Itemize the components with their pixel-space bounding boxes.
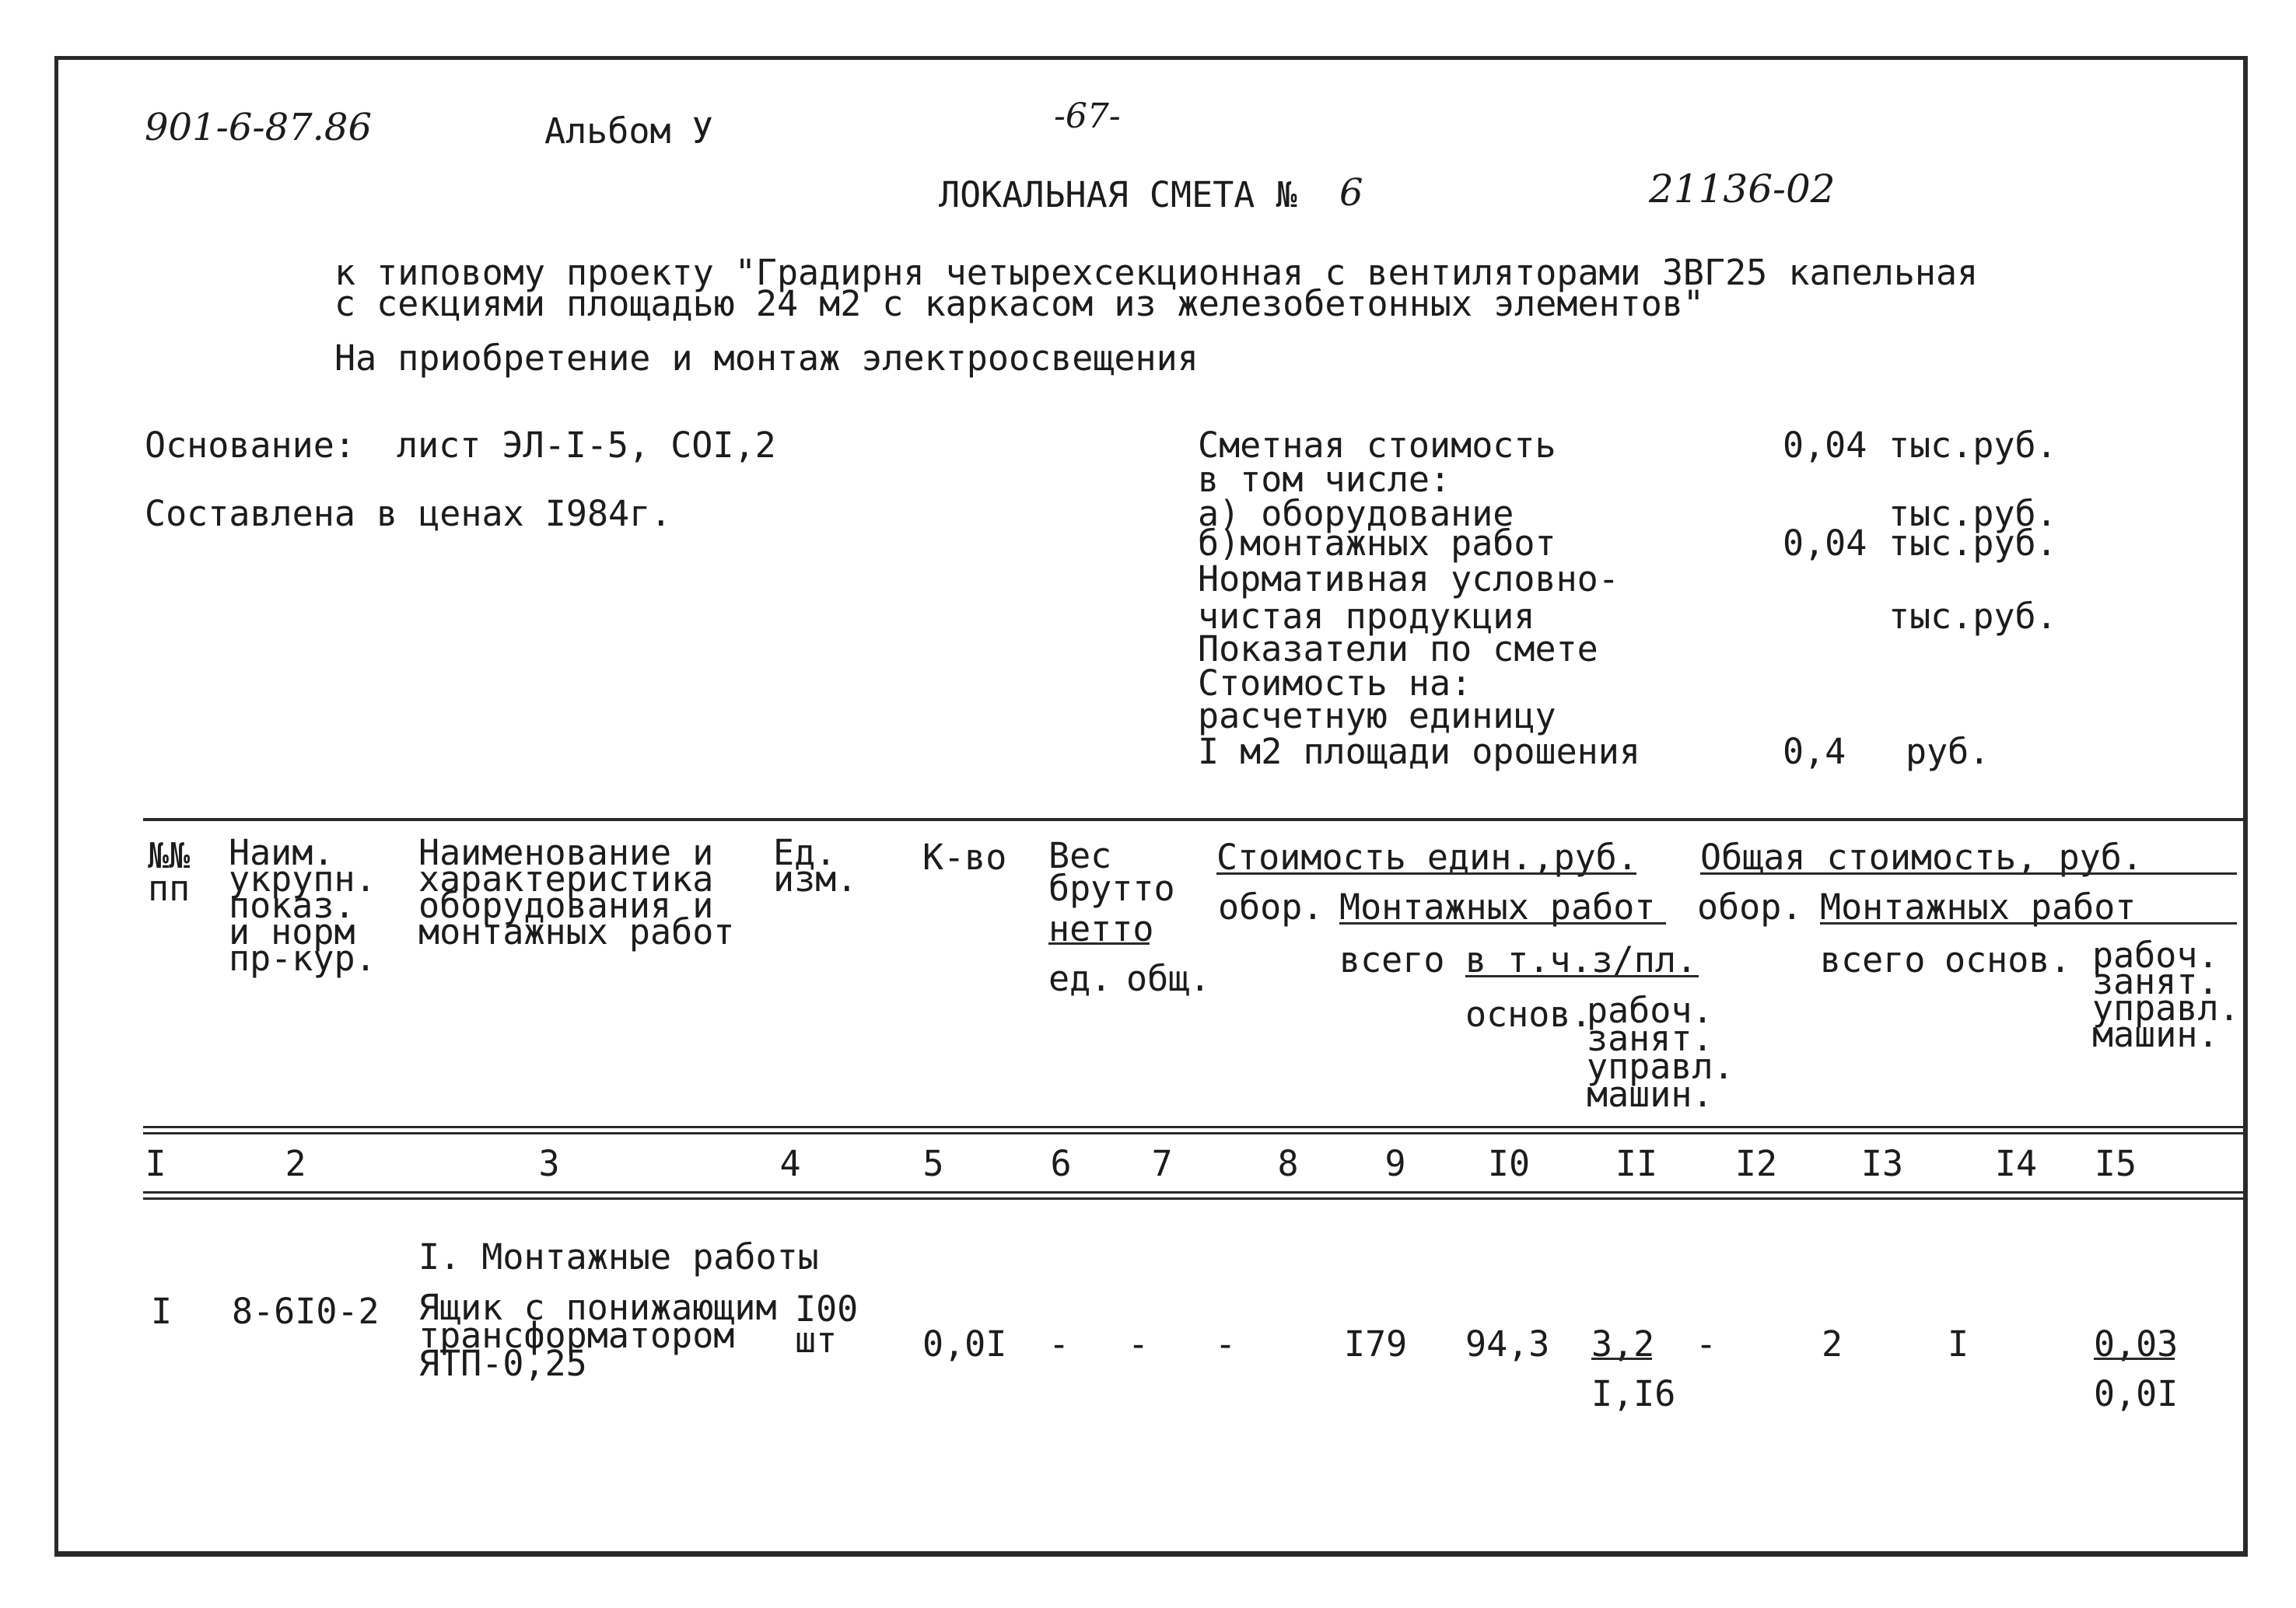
header-col-4: Ед. изм. bbox=[773, 832, 858, 900]
summary-unit: тыс.руб. bbox=[1888, 425, 2057, 466]
summary-unit: тыс.руб. bbox=[1888, 493, 2057, 534]
row-total-machine: 0,03 bbox=[2094, 1323, 2179, 1365]
numbers-bottom-rule bbox=[143, 1191, 2243, 1194]
summary-unit: руб. bbox=[1906, 731, 1990, 772]
header-bottom-rule-2 bbox=[143, 1132, 2243, 1134]
project-line-1: к типовому проекту "Градирня четырехсекционная с вентиляторами 3ВГ25 капельная bbox=[334, 252, 1979, 293]
header-col-14: основ. bbox=[1944, 939, 2071, 981]
row-total-base: I bbox=[1948, 1323, 1969, 1365]
column-number: 6 bbox=[1050, 1143, 1072, 1184]
prices-note: Составлена в ценах I984г. bbox=[145, 493, 672, 534]
header-col-10: основ. bbox=[1465, 994, 1592, 1035]
summary-label: Нормативная условно- bbox=[1198, 558, 1619, 600]
header-col-11: рабоч. занят. управл. машин. bbox=[1587, 990, 1734, 1115]
row-install-total: I79 bbox=[1344, 1323, 1408, 1365]
estimate-purpose: На приобретение и монтаж электроосвещения bbox=[334, 337, 1199, 379]
project-line-2: с секциями площадью 24 м2 с каркасом из железобетонных элементов" bbox=[334, 283, 1704, 324]
row-machine-wage-underline bbox=[1591, 1358, 1652, 1360]
row-code: 8-6I0-2 bbox=[232, 1291, 380, 1332]
basis-value: лист ЭЛ-I-5, COI,2 bbox=[397, 425, 776, 466]
table-top-rule bbox=[143, 818, 2243, 821]
total-cost-underline bbox=[1700, 872, 2237, 875]
header-col-15: рабоч. занят. управл. машин. bbox=[2092, 935, 2240, 1055]
column-number: 9 bbox=[1384, 1143, 1406, 1184]
summary-unit: тыс.руб. bbox=[1888, 523, 2057, 564]
stamp-code: 21136-02 bbox=[1649, 166, 1836, 211]
row-weight-unit: - bbox=[1048, 1323, 1070, 1365]
row-machine-wage: 3,2 bbox=[1591, 1323, 1655, 1365]
row-weight-total: - bbox=[1128, 1323, 1150, 1365]
column-number: 3 bbox=[538, 1143, 560, 1184]
header-col-2: Наим. укрупн. показ. и норм пр-кур. bbox=[229, 832, 376, 979]
row-total-machine-sub: 0,0I bbox=[2094, 1373, 2179, 1414]
header-weight-netto: нетто bbox=[1048, 908, 1154, 949]
column-number: I3 bbox=[1860, 1143, 1904, 1184]
row-quantity: 0,0I bbox=[922, 1323, 1007, 1365]
column-number: 7 bbox=[1151, 1143, 1173, 1184]
row-machine-wage-sub: I,I6 bbox=[1591, 1373, 1676, 1414]
row-number: I bbox=[151, 1291, 173, 1332]
estimate-number: 6 bbox=[1339, 171, 1363, 215]
column-number: I5 bbox=[2094, 1143, 2137, 1184]
col-13-15-underline bbox=[1820, 922, 2237, 925]
basis-label: Основание: bbox=[145, 425, 355, 466]
header-col-5: К-во bbox=[922, 837, 1007, 878]
row-unit: I00 шт bbox=[795, 1288, 859, 1361]
summary-label: чистая продукция bbox=[1198, 596, 1535, 637]
column-number: I bbox=[145, 1143, 166, 1184]
header-unit-cost: Стоимость един.,руб. bbox=[1216, 837, 1638, 878]
project-code: 901-6-87.86 bbox=[145, 106, 373, 149]
summary-label: а) оборудование bbox=[1198, 493, 1514, 534]
header-col-9-11: Монтажных работ bbox=[1339, 886, 1656, 928]
row-equipment-cost: - bbox=[1215, 1323, 1237, 1365]
row-total-machine-underline bbox=[2094, 1358, 2175, 1360]
estimate-title: ЛОКАЛЬНАЯ СМЕТА № bbox=[939, 174, 1297, 215]
summary-label: в том числе: bbox=[1198, 459, 1451, 500]
numbers-bottom-rule-2 bbox=[143, 1197, 2243, 1200]
summary-label: б)монтажных работ bbox=[1198, 523, 1556, 564]
row-install-base: 94,3 bbox=[1465, 1323, 1550, 1365]
column-number: 2 bbox=[285, 1143, 306, 1184]
header-bottom-rule bbox=[143, 1126, 2243, 1128]
unit-cost-underline bbox=[1216, 872, 1636, 875]
header-col-9: всего bbox=[1339, 939, 1445, 981]
col-9-11-underline bbox=[1339, 922, 1666, 925]
summary-label: расчетную единицу bbox=[1198, 695, 1556, 736]
row-total-install: 2 bbox=[1822, 1323, 1843, 1365]
header-col-13: всего bbox=[1820, 939, 1926, 981]
summary-label: I м2 площади орошения bbox=[1198, 731, 1640, 772]
row-name: Ящик с понижающим трансформатором ЯТП-0,25 bbox=[418, 1287, 777, 1384]
summary-unit: тыс.руб. bbox=[1888, 596, 2057, 637]
column-number: I2 bbox=[1734, 1143, 1778, 1184]
col-10-11-underline bbox=[1465, 975, 1699, 977]
header-total-cost: Общая стоимость, руб. bbox=[1700, 837, 2143, 878]
album-label: Альбом У bbox=[544, 110, 713, 152]
summary-value: 0,4 bbox=[1783, 731, 1846, 772]
header-col-10-11: в т.ч.з/пл. bbox=[1465, 939, 1698, 981]
column-number: 5 bbox=[922, 1143, 944, 1184]
header-col-12: обор. bbox=[1697, 886, 1803, 928]
column-number: I0 bbox=[1487, 1143, 1531, 1184]
header-weight: Вес брутто bbox=[1048, 835, 1175, 909]
header-col-1: №№ пп bbox=[148, 835, 191, 909]
summary-label: Стоимость на: bbox=[1198, 662, 1472, 704]
page-number: -67- bbox=[1054, 96, 1121, 136]
header-col-13-15: Монтажных работ bbox=[1820, 886, 2137, 928]
header-col-6: ед. bbox=[1048, 958, 1112, 999]
summary-value: 0,04 bbox=[1783, 523, 1867, 564]
column-number: I4 bbox=[1994, 1143, 2038, 1184]
netto-underline bbox=[1048, 942, 1150, 945]
summary-label: Показатели по смете bbox=[1198, 628, 1598, 669]
header-col-8: обор. bbox=[1218, 886, 1324, 928]
summary-value: 0,04 bbox=[1783, 425, 1867, 466]
header-col-3: Наименование и характеристика оборудования и монтажных работ bbox=[418, 832, 735, 953]
column-number: 4 bbox=[779, 1143, 801, 1184]
row-total-equipment: - bbox=[1696, 1323, 1717, 1365]
column-number: II bbox=[1615, 1143, 1658, 1184]
column-number: 8 bbox=[1277, 1143, 1299, 1184]
section-title: I. Монтажные работы bbox=[418, 1236, 819, 1278]
header-col-7: общ. bbox=[1126, 958, 1211, 999]
summary-label: Сметная стоимость bbox=[1198, 425, 1556, 466]
